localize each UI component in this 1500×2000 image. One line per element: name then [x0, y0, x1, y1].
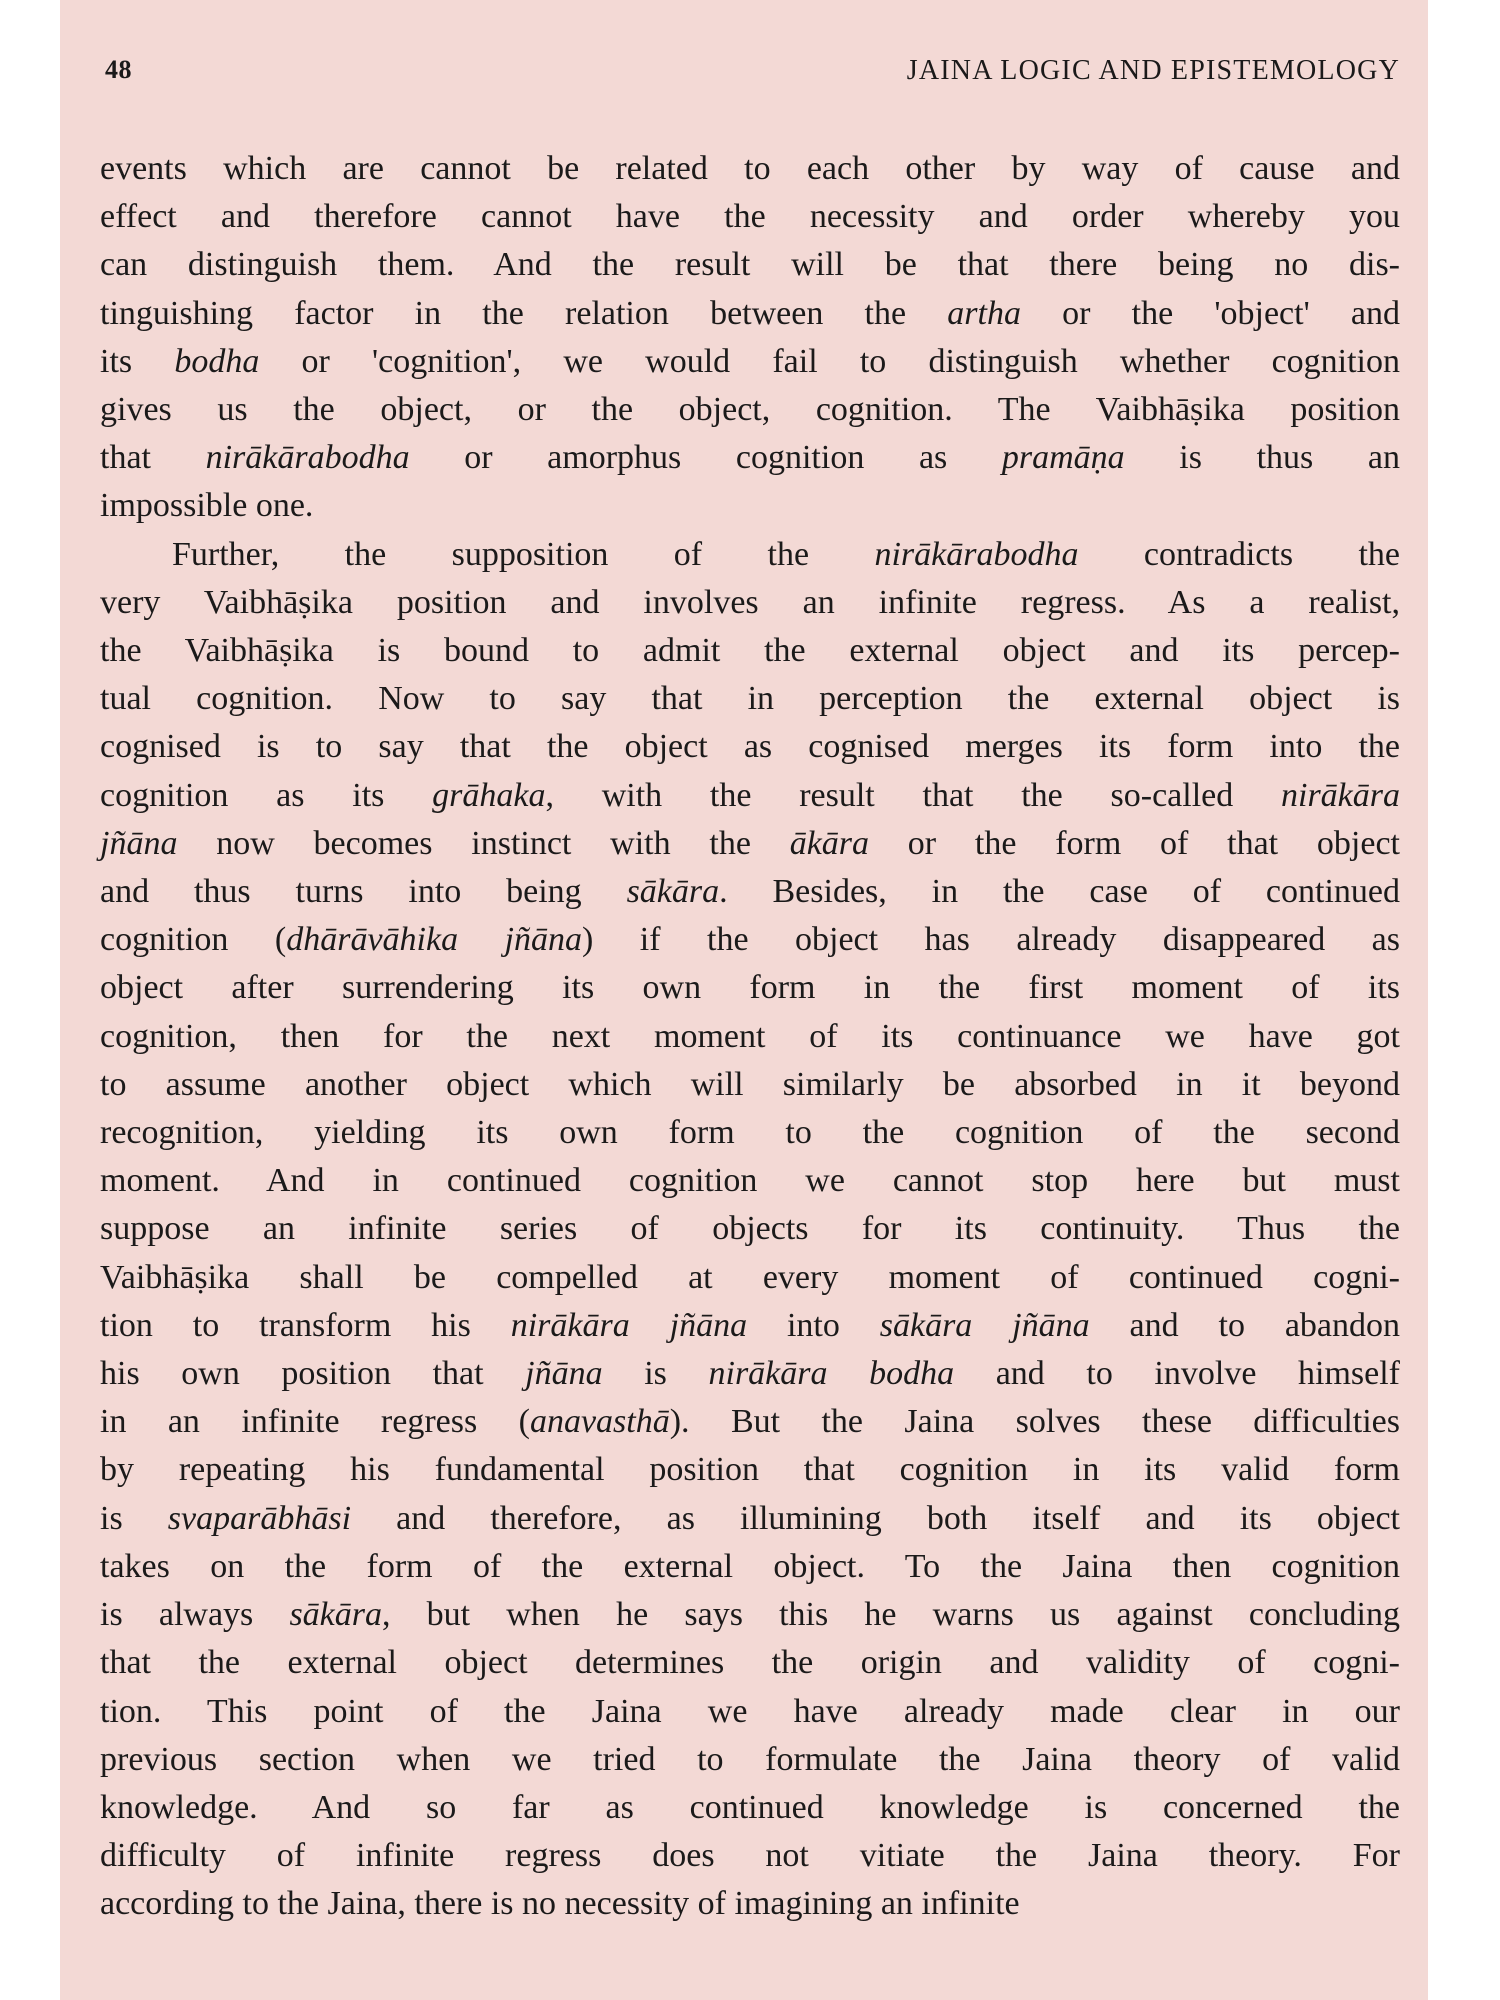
text-segment: impossible one. — [100, 487, 314, 525]
text-segment: the Vaibhāṣika is bound to admit the external object and its percep- — [100, 632, 1400, 670]
text-segment: tinguishing factor in the relation between the — [100, 294, 948, 332]
text-line — [100, 723, 1400, 771]
text-segment: into — [747, 1306, 880, 1344]
text-segment: tion. This point of the Jaina we have already made clear in our — [100, 1692, 1400, 1730]
italic-term: sākāra — [289, 1596, 382, 1634]
text-segment: . Besides, in the case of continued — [719, 873, 1401, 911]
text-segment: or 'cognition', we would fail to distinguish whether cognition — [259, 342, 1400, 380]
text-line — [100, 1688, 1400, 1736]
book-page — [60, 0, 1428, 2000]
text-line — [100, 434, 1400, 482]
text-segment: previous section when we tried to formulate the Jaina theory of valid — [100, 1740, 1400, 1778]
text-line — [100, 1302, 1400, 1350]
text-segment: gives us the object, or the object, cognition. The Vaibhāṣika position — [100, 391, 1400, 429]
text-segment: in an infinite regress ( — [100, 1403, 530, 1441]
text-line — [100, 290, 1400, 338]
text-line — [100, 1639, 1400, 1687]
text-line — [100, 1254, 1400, 1302]
italic-term: sākāra jñāna — [879, 1306, 1090, 1344]
text-segment: effect and therefore cannot have the necessity and order whereby you — [100, 198, 1400, 236]
text-line — [100, 820, 1400, 868]
text-line — [100, 1398, 1400, 1446]
text-line — [100, 531, 1400, 579]
italic-term: svaparābhāsi — [167, 1499, 352, 1537]
running-title: JAINA LOGIC AND EPISTEMOLOGY — [906, 55, 1400, 86]
text-line — [100, 579, 1400, 627]
text-segment: , with the result that the so-called — [545, 776, 1281, 814]
text-segment: difficulty of infinite regress does not vitiate the Jaina theory. For — [100, 1837, 1400, 1875]
text-line — [100, 1591, 1400, 1639]
paragraph — [100, 145, 1400, 531]
text-line — [100, 1109, 1400, 1157]
text-segment: recognition, yielding its own form to the cognition of the second — [100, 1114, 1400, 1152]
page-number: 48 — [105, 55, 132, 84]
text-line — [100, 1832, 1400, 1880]
italic-term: anavasthā — [529, 1403, 670, 1441]
text-line — [100, 1495, 1400, 1543]
text-line — [100, 386, 1400, 434]
text-segment: or the 'object' and — [1020, 294, 1400, 332]
italic-term: nirākārabodha — [874, 535, 1079, 573]
italic-term: nirākāra bodha — [708, 1355, 955, 1393]
text-segment: and to abandon — [1089, 1306, 1401, 1344]
text-segment: Vaibhāṣika shall be compelled at every moment of continued cogni- — [100, 1258, 1400, 1296]
text-line — [100, 1205, 1400, 1253]
text-segment: or amorphus cognition as — [409, 439, 1002, 477]
text-segment: or the form of that object — [869, 824, 1400, 862]
text-segment: very Vaibhāṣika position and involves an infinite regress. As a realist, — [100, 583, 1400, 621]
text-segment: is — [100, 1499, 168, 1537]
text-segment: suppose an infinite series of objects for its continuity. Thus the — [100, 1210, 1400, 1248]
text-segment: cognised is to say that the object as cognised merges its form into the — [100, 728, 1400, 766]
text-segment: is always — [100, 1596, 290, 1634]
page-header — [105, 55, 1400, 95]
italic-term: nirākārabodha — [205, 439, 410, 477]
text-line — [100, 1736, 1400, 1784]
text-segment: its — [100, 342, 175, 380]
text-segment: Further, the supposition of the — [172, 535, 875, 573]
text-line — [100, 1350, 1400, 1398]
text-segment: tual cognition. Now to say that in perception the external object is — [100, 680, 1400, 718]
text-segment: ) if the object has already disappeared as — [582, 921, 1400, 959]
text-segment: ). But the Jaina solves these difficulties — [669, 1403, 1400, 1441]
text-segment: according to the Jaina, there is no necessity of imagining an infinite — [100, 1885, 1020, 1923]
italic-term: artha — [947, 294, 1021, 332]
text-segment: takes on the form of the external object. To the Jaina then cognition — [100, 1547, 1400, 1585]
text-segment: events which are cannot be related to each other by way of cause and — [100, 150, 1400, 187]
text-segment: cognition ( — [100, 921, 287, 959]
italic-term: jñāna — [100, 824, 178, 862]
text-line — [100, 1061, 1400, 1109]
text-segment: and to involve himself — [954, 1355, 1400, 1393]
text-line — [100, 338, 1400, 386]
italic-term: nirākāra — [1281, 776, 1400, 814]
text-segment: , but when he says this he warns us against concluding — [382, 1596, 1400, 1634]
text-line — [100, 675, 1400, 723]
italic-term: pramāṇa — [1001, 439, 1125, 477]
text-segment: moment. And in continued cognition we cannot stop here but must — [100, 1162, 1400, 1200]
text-line — [100, 772, 1400, 820]
text-line — [100, 868, 1400, 916]
text-line — [100, 916, 1400, 964]
text-segment: now becomes instinct with the — [177, 824, 790, 862]
paragraph — [100, 531, 1400, 1929]
italic-term: jñāna — [525, 1355, 603, 1393]
text-line — [100, 241, 1400, 289]
text-segment: and therefore, as illumining both itself and its object — [351, 1499, 1400, 1537]
italic-term: sākāra — [626, 873, 720, 911]
text-segment: to assume another object which will similarly be absorbed in it beyond — [100, 1065, 1400, 1103]
text-segment: is thus an — [1124, 439, 1400, 477]
text-segment: object after surrendering its own form in the first moment of its — [100, 969, 1400, 1007]
text-line — [100, 1543, 1400, 1591]
text-segment: that the external object determines the origin and validity of cogni- — [100, 1644, 1400, 1682]
text-segment: is — [602, 1355, 709, 1393]
text-line — [100, 145, 1400, 193]
body-text — [100, 145, 1400, 1929]
text-segment: and thus turns into being — [100, 873, 627, 911]
italic-term: ākāra — [789, 824, 870, 862]
text-segment: cognition as its — [100, 776, 433, 814]
text-segment: contradicts the — [1078, 535, 1401, 573]
text-line — [100, 1784, 1400, 1832]
text-line — [100, 1880, 1400, 1928]
text-segment: that — [100, 439, 206, 477]
text-line — [100, 627, 1400, 675]
text-segment: knowledge. And so far as continued knowledge is concerned the — [100, 1788, 1400, 1826]
text-segment: his own position that — [100, 1355, 526, 1393]
text-segment: tion to transform his — [100, 1306, 511, 1344]
text-line — [100, 964, 1400, 1012]
italic-term: grāhaka — [432, 776, 546, 814]
text-segment: cognition, then for the next moment of its continuance we have got — [100, 1017, 1400, 1055]
italic-term: dhārāvāhika jñāna — [286, 921, 582, 959]
text-line — [100, 1446, 1400, 1494]
italic-term: nirākāra jñāna — [510, 1306, 748, 1344]
text-line — [100, 482, 1400, 530]
text-segment: can distinguish them. And the result will be that there being no dis- — [100, 246, 1400, 284]
text-line — [100, 1157, 1400, 1205]
text-line — [100, 193, 1400, 241]
italic-term: bodha — [174, 342, 260, 380]
text-segment: by repeating his fundamental position that cognition in its valid form — [100, 1451, 1400, 1489]
text-line — [100, 1013, 1400, 1061]
